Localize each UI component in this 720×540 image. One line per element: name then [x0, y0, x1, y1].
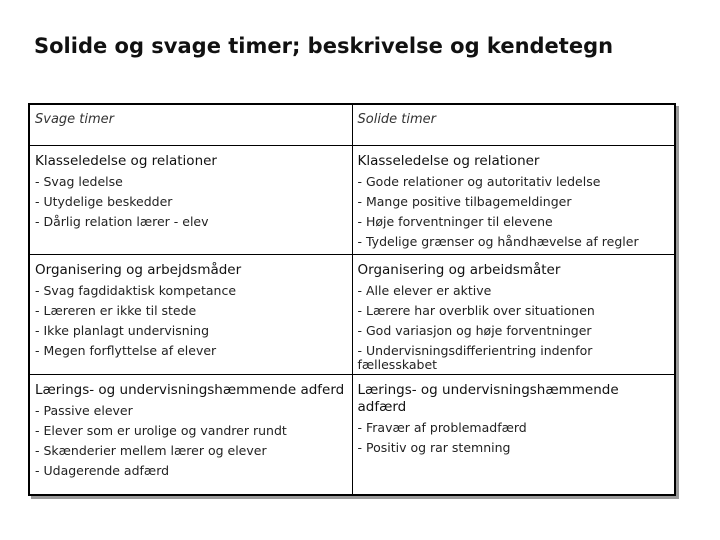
- section-heading: Klasseledelse og relationer: [357, 153, 540, 169]
- header-cell-solid: [352, 104, 675, 146]
- list-item: - Ikke planlagt undervisning: [35, 323, 210, 338]
- list-item: - Positiv og rar stemning: [357, 440, 511, 455]
- comparison-table: [28, 103, 676, 496]
- cell-weak-classroom-management: [29, 146, 352, 255]
- list-item: - Fravær af problemadfærd: [357, 420, 527, 435]
- list-item: - God variasjon og høje forventninger: [357, 323, 592, 338]
- section-heading: Organisering og arbejdsmåder: [35, 262, 242, 278]
- list-item: - Skænderier mellem lærer og elever: [35, 443, 267, 458]
- list-item: - Elever som er urolige og vandrer rundt: [35, 423, 287, 438]
- list-item: - Mange positive tilbagemeldinger: [357, 194, 572, 209]
- list-item: - Svag ledelse: [35, 174, 123, 189]
- list-item: - Lærere har overblik over situationen: [357, 303, 595, 318]
- slide-title: Solide og svage timer; beskrivelse og kendetegn: [34, 34, 614, 58]
- table-header-row: [29, 104, 675, 146]
- header-cell-weak: [29, 104, 352, 146]
- list-item: - Udagerende adfærd: [35, 463, 170, 478]
- list-item: - Tydelige grænser og håndhævelse af regler: [357, 234, 639, 249]
- cell-weak-organisation: [29, 255, 352, 375]
- section-heading: Lærings- og undervisningshæmmende adfærd: [357, 382, 619, 415]
- list-item: - Svag fagdidaktisk kompetance: [35, 283, 237, 298]
- list-item: - Passive elever: [35, 403, 133, 418]
- table-row: [29, 375, 675, 496]
- list-item: - Megen forflyttelse af elever: [35, 343, 217, 358]
- cell-solid-classroom-management: [352, 146, 675, 255]
- list-item: - Gode relationer og autoritativ ledelse: [357, 174, 601, 189]
- list-item: - Alle elever er aktive: [357, 283, 492, 298]
- header-weak-lessons: Svage timer: [35, 112, 115, 127]
- cell-solid-behaviour: [352, 375, 675, 496]
- list-item: - Undervisningsdifferientring indenfor fællesskabet: [357, 343, 593, 372]
- cell-solid-organisation: [352, 255, 675, 375]
- section-heading: Klasseledelse og relationer: [35, 153, 217, 169]
- list-item: - Utydelige beskedder: [35, 194, 173, 209]
- list-item: - Høje forventninger til elevene: [357, 214, 553, 229]
- list-item: - Læreren er ikke til stede: [35, 303, 197, 318]
- section-heading: Organisering og arbeidsmåter: [357, 262, 561, 278]
- header-solid-lessons: Solide timer: [357, 112, 437, 127]
- table-row: [29, 255, 675, 375]
- section-heading: Lærings- og undervisningshæmmende adferd: [35, 382, 345, 398]
- cell-weak-behaviour: [29, 375, 352, 496]
- list-item: - Dårlig relation lærer - elev: [35, 214, 209, 229]
- table-row: [29, 146, 675, 255]
